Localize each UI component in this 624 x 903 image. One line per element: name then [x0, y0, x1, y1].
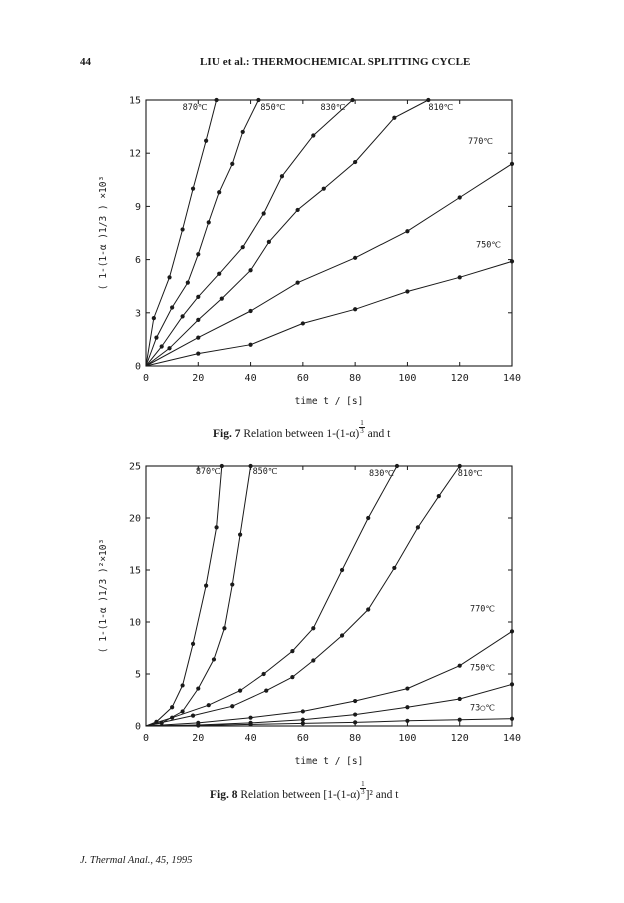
fig7-x-tick-label: 20: [192, 373, 205, 384]
fig7-data-point: [322, 187, 326, 191]
fig7-data-point: [154, 336, 158, 340]
fig7-data-point: [256, 98, 260, 102]
fig8-data-point: [311, 626, 315, 630]
fig7-data-point: [204, 139, 208, 143]
fig8-data-point: [248, 716, 252, 720]
fig8-data-point: [196, 686, 200, 690]
fig7-plot-frame: [146, 100, 512, 366]
fig8-series-label: 770℃: [470, 604, 495, 615]
fig7-data-point: [207, 220, 211, 224]
fig8-data-point: [416, 525, 420, 529]
fig7-data-point: [167, 275, 171, 279]
fig7-data-point: [217, 272, 221, 276]
fig8-y-tick-label: 5: [134, 669, 141, 681]
figure-7-caption-suffix: and t: [367, 428, 391, 440]
fig8-data-point: [301, 718, 305, 722]
fig7-data-point: [296, 208, 300, 212]
fig7-series-line-2: [146, 100, 353, 366]
fig8-series-line-3: [146, 466, 460, 726]
fig8-data-point: [353, 720, 357, 724]
fig8-x-tick-label: 40: [244, 733, 257, 744]
fig7-y-tick-label: 6: [134, 255, 141, 267]
fig7-data-point: [392, 116, 396, 120]
fig7-data-point: [181, 314, 185, 318]
figure-8-caption-text: Relation between [1-(1-α): [240, 789, 361, 801]
fig7-data-point: [405, 289, 409, 293]
fig7-data-point: [220, 297, 224, 301]
fig7-data-point: [301, 321, 305, 325]
journal-footer: J. Thermal Anal., 45, 1995: [80, 855, 193, 866]
fig8-data-point: [510, 682, 514, 686]
running-title: LIU et al.: THERMOCHEMICAL SPLITTING CYCLE: [200, 56, 471, 68]
fig8-data-point: [311, 658, 315, 662]
fig8-data-point: [366, 607, 370, 611]
fig8-data-point: [290, 675, 294, 679]
fig7-data-point: [510, 162, 514, 166]
fig7-series-label: 850℃: [260, 103, 286, 113]
fig7-x-tick-label: 100: [398, 373, 417, 384]
fig8-data-point: [181, 683, 185, 687]
fig7-data-point: [196, 351, 200, 355]
fig8-data-point: [191, 642, 195, 646]
figure-7-caption: [213, 420, 390, 440]
fig8-data-point: [290, 649, 294, 653]
fig8-data-point: [340, 633, 344, 637]
fig8-x-tick-label: 20: [192, 733, 205, 744]
figure-8-caption: [210, 781, 398, 801]
fig7-data-point: [167, 346, 171, 350]
fig7-data-point: [170, 305, 174, 309]
fig7-x-tick-label: 40: [244, 373, 257, 384]
figure-7-caption-text: Relation between 1-(1-α): [243, 428, 360, 440]
fig8-data-point: [458, 664, 462, 668]
fig8-data-point: [510, 717, 514, 721]
fig7-series-line-5: [146, 261, 512, 366]
fig8-data-point: [405, 719, 409, 723]
fig8-y-axis-title: ( 1-(1-α )1/3 )²×10³: [98, 538, 109, 654]
fig7-data-point: [458, 275, 462, 279]
fig8-data-point: [191, 714, 195, 718]
figure-8-chart: [0, 450, 624, 780]
fig7-data-point: [267, 240, 271, 244]
fig7-data-point: [196, 295, 200, 299]
fig8-data-point: [392, 566, 396, 570]
fig8-y-tick-label: 10: [128, 617, 141, 629]
fig7-series-label: 870℃: [182, 103, 208, 113]
fig7-data-point: [248, 309, 252, 313]
fig7-data-point: [196, 318, 200, 322]
fig8-data-point: [353, 712, 357, 716]
fig8-x-tick-label: 80: [349, 733, 362, 744]
fig7-data-point: [152, 316, 156, 320]
fig8-data-point: [248, 722, 252, 726]
figure-7-label: Fig. 7: [213, 428, 241, 440]
fig7-data-point: [230, 162, 234, 166]
figure-7-exponent: $\frac{1}{3}$: [360, 419, 364, 435]
fig7-data-point: [248, 268, 252, 272]
fig7-data-point: [426, 98, 430, 102]
fig7-series-line-4: [146, 164, 512, 366]
fig8-data-point: [238, 533, 242, 537]
figure-8-caption-suffix: ]² and t: [365, 789, 399, 801]
fig8-data-point: [212, 657, 216, 661]
fig8-series-label: 830℃: [368, 469, 394, 479]
fig8-data-point: [264, 689, 268, 693]
fig8-data-point: [230, 704, 234, 708]
fig7-data-point: [296, 281, 300, 285]
fig7-data-point: [181, 227, 185, 231]
fig7-data-point: [280, 174, 284, 178]
fig8-y-tick-label: 15: [128, 565, 141, 577]
fig8-x-tick-label: 120: [450, 733, 469, 744]
fig8-x-tick-label: 60: [296, 733, 309, 744]
figure-7-chart: [0, 88, 624, 418]
fig7-data-point: [510, 259, 514, 263]
fig8-data-point: [353, 699, 357, 703]
fig8-data-point: [238, 689, 242, 693]
fig7-y-tick-label: 0: [134, 361, 141, 373]
fig8-x-tick-label: 100: [398, 733, 417, 744]
fig7-data-point: [248, 343, 252, 347]
fig8-data-point: [340, 568, 344, 572]
figure-8-exponent: $\frac{1}{3}$: [361, 780, 365, 796]
fig7-series-label: 770℃: [468, 136, 493, 147]
fig7-data-point: [196, 336, 200, 340]
fig8-data-point: [181, 709, 185, 713]
fig7-data-point: [217, 190, 221, 194]
fig8-series-label: 850℃: [252, 467, 278, 477]
fig7-data-point: [241, 245, 245, 249]
fig7-series-line-1: [146, 100, 258, 366]
fig8-series-label: 750℃: [470, 663, 495, 674]
fig7-data-point: [350, 98, 354, 102]
fig7-data-point: [191, 187, 195, 191]
fig7-data-point: [196, 252, 200, 256]
fig8-x-tick-label: 140: [502, 733, 522, 744]
fig7-x-tick-label: 0: [142, 373, 150, 384]
fig7-y-axis-title: ( 1-(1-α )1/3 ) ×10³: [98, 175, 109, 291]
fig7-data-point: [353, 307, 357, 311]
fig8-x-axis-title: time t / [s]: [294, 756, 364, 767]
fig7-x-axis-title: time t / [s]: [294, 396, 364, 407]
fig8-data-point: [301, 721, 305, 725]
fig7-data-point: [405, 229, 409, 233]
fig7-data-point: [186, 281, 190, 285]
fig8-data-point: [204, 584, 208, 588]
fig7-data-point: [160, 344, 164, 348]
fig8-series-label: 73○℃: [470, 703, 495, 714]
fig8-data-point: [207, 703, 211, 707]
fig7-x-tick-label: 80: [349, 373, 362, 384]
fig7-x-tick-label: 60: [296, 373, 309, 384]
fig8-data-point: [458, 697, 462, 701]
fig8-data-point: [405, 686, 409, 690]
fig8-data-point: [170, 705, 174, 709]
fig7-y-tick-label: 3: [134, 308, 141, 320]
fig8-data-point: [437, 494, 441, 498]
fig7-series-label: 750℃: [476, 240, 501, 251]
fig7-data-point: [311, 133, 315, 137]
fig8-data-point: [395, 464, 399, 468]
fig8-series-line-4: [146, 631, 512, 726]
fig8-series-label: 810℃: [457, 469, 483, 479]
fig8-data-point: [196, 723, 200, 727]
fig7-series-label: 810℃: [428, 103, 454, 113]
fig7-x-tick-label: 120: [450, 373, 469, 384]
fig8-data-point: [214, 525, 218, 529]
fig8-data-point: [262, 672, 266, 676]
fig8-y-tick-label: 0: [134, 721, 141, 733]
fig7-data-point: [262, 211, 266, 215]
fig7-x-tick-label: 140: [502, 373, 522, 384]
fig8-series-label: 870℃: [195, 467, 221, 477]
fig8-data-point: [366, 516, 370, 520]
fig8-data-point: [301, 709, 305, 713]
fig7-data-point: [458, 195, 462, 199]
fig8-data-point: [170, 716, 174, 720]
fig7-data-point: [353, 160, 357, 164]
fig8-x-tick-label: 0: [142, 733, 150, 744]
fig7-y-tick-label: 15: [128, 95, 141, 107]
fig7-y-tick-label: 9: [134, 201, 141, 213]
fig8-data-point: [230, 582, 234, 586]
fig8-y-tick-label: 25: [128, 461, 141, 473]
fig8-data-point: [222, 626, 226, 630]
fig7-data-point: [241, 130, 245, 134]
fig8-data-point: [458, 464, 462, 468]
fig7-data-point: [214, 98, 218, 102]
fig7-series-label: 830℃: [320, 103, 346, 113]
fig8-data-point: [510, 629, 514, 633]
fig8-data-point: [405, 705, 409, 709]
fig7-series-line-3: [146, 100, 428, 366]
figure-8-label: Fig. 8: [210, 789, 238, 801]
fig7-y-tick-label: 12: [128, 148, 141, 160]
page-number: 44: [80, 56, 91, 68]
fig8-y-tick-label: 20: [128, 513, 141, 525]
fig7-data-point: [353, 256, 357, 260]
fig8-data-point: [458, 718, 462, 722]
